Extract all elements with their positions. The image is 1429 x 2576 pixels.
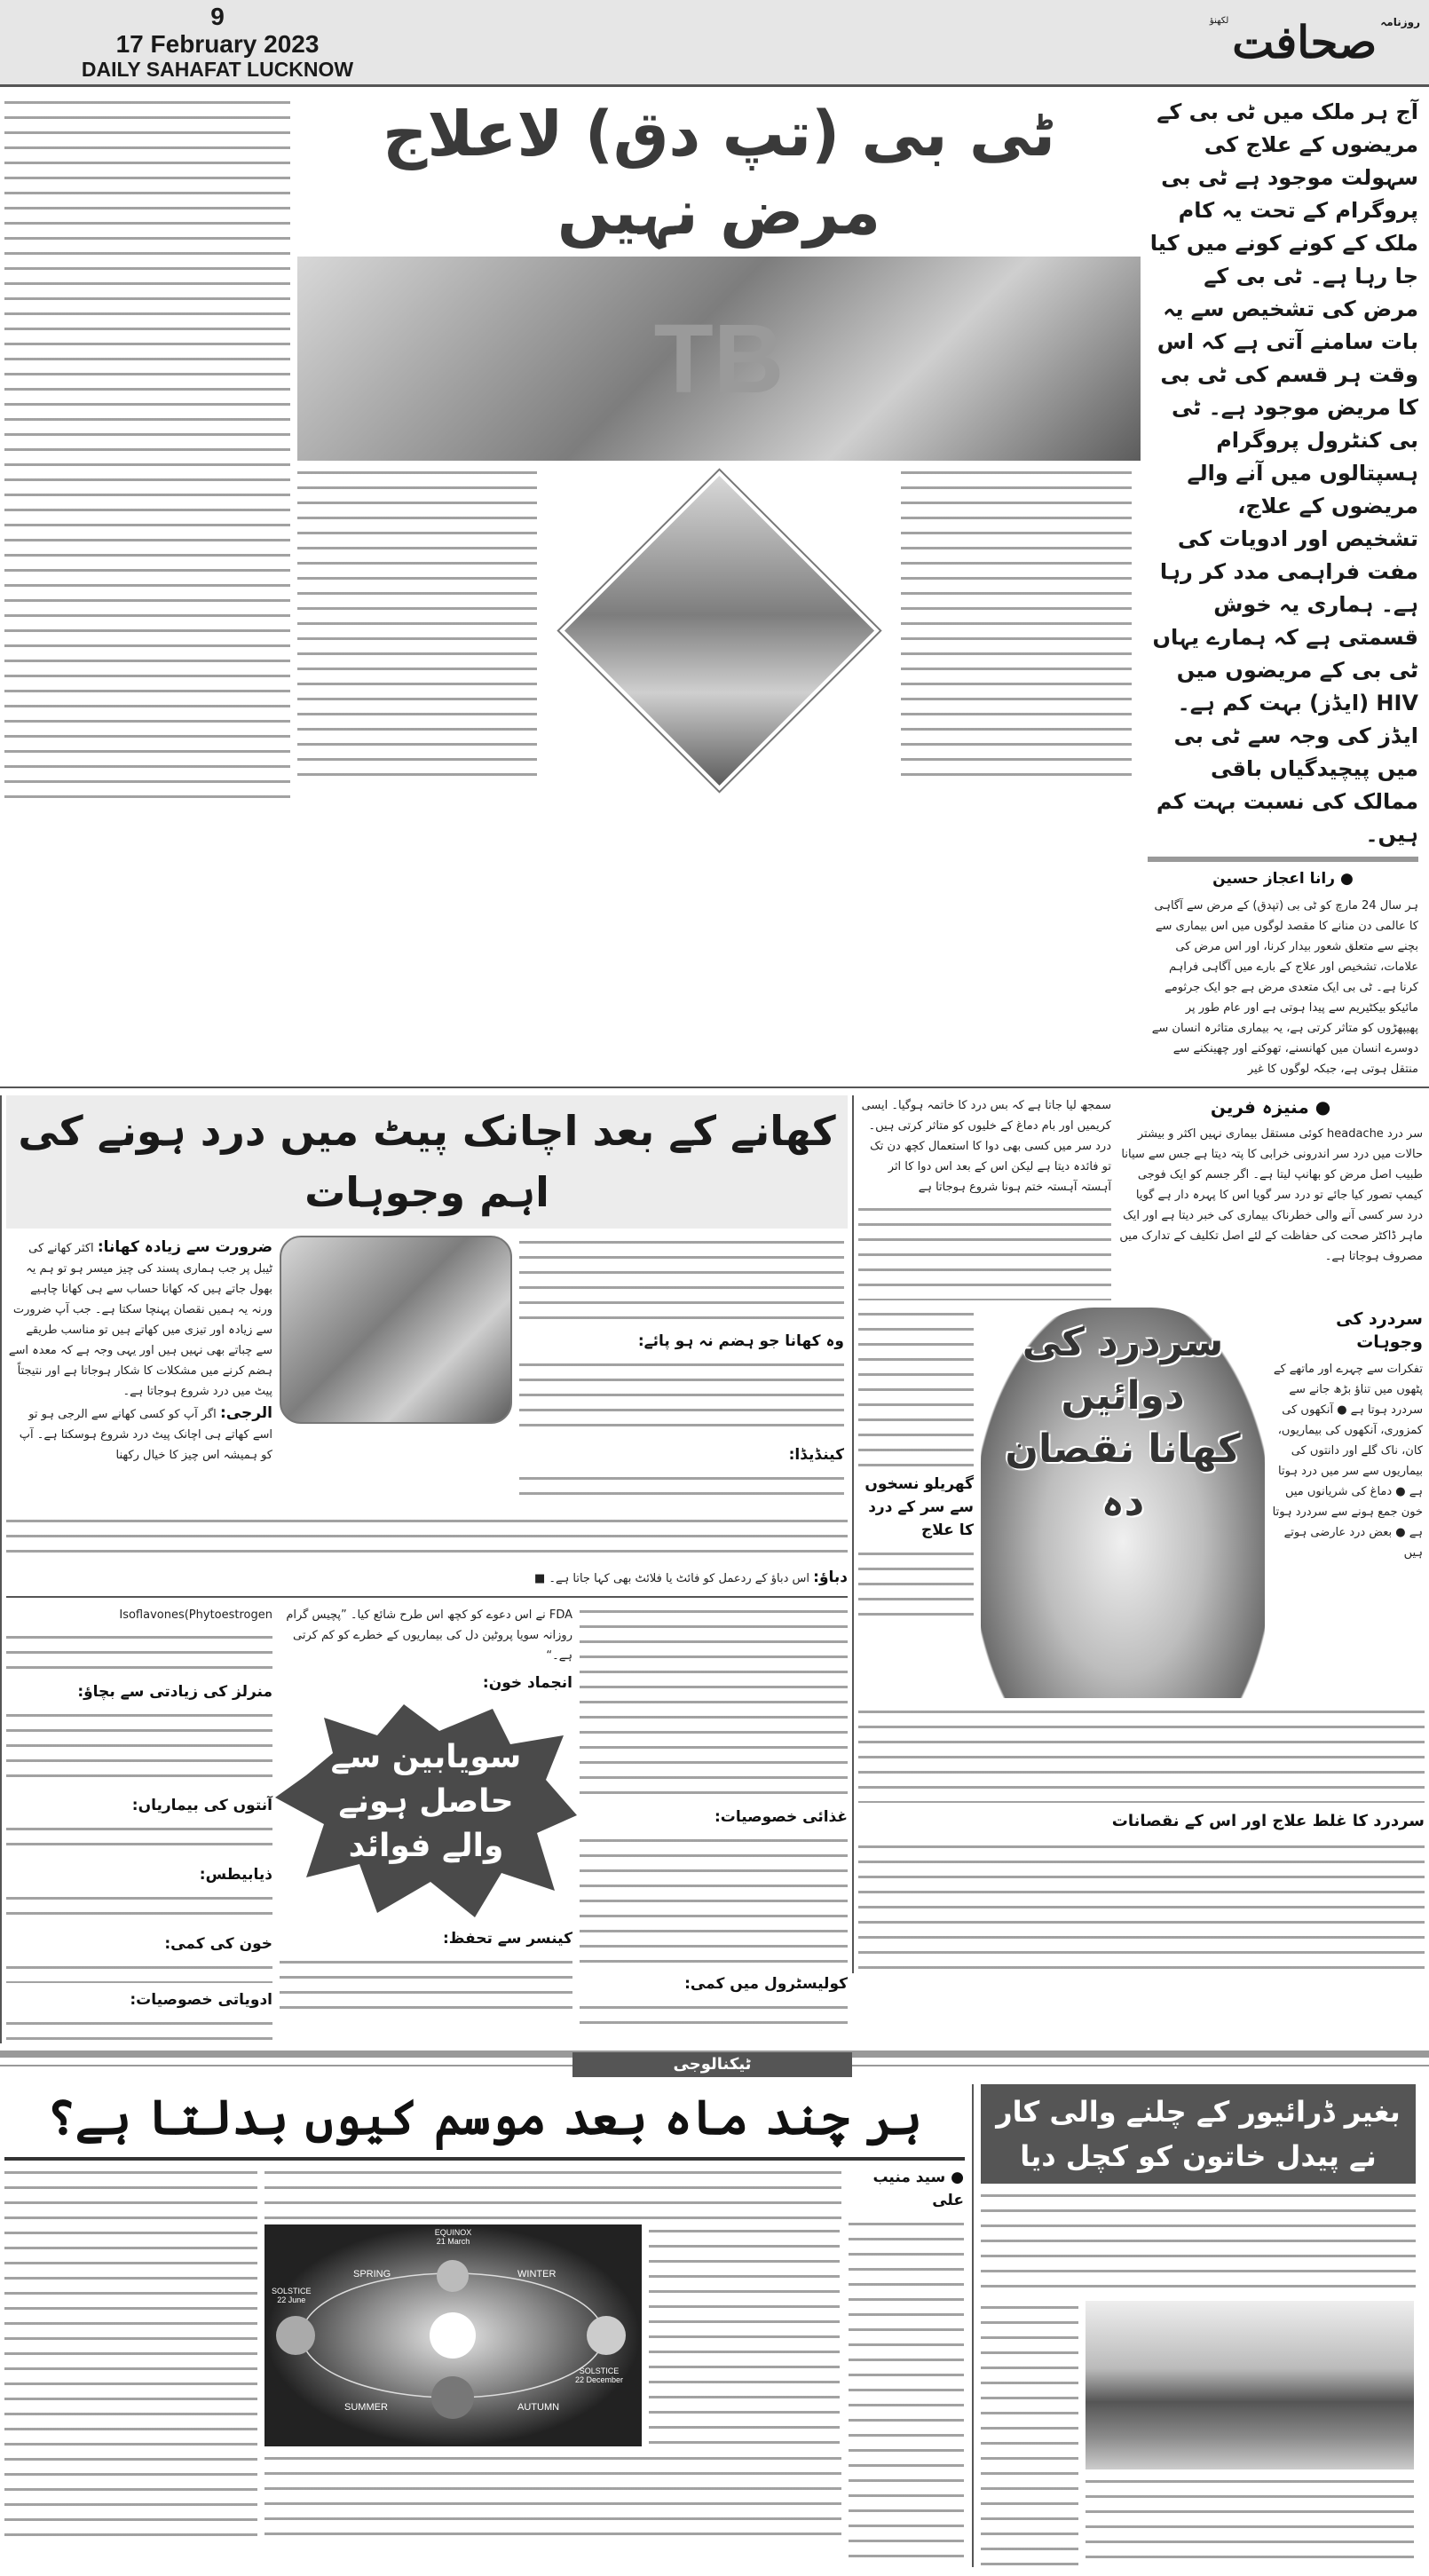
soy-article	[6, 1605, 848, 2043]
text-column	[6, 1631, 272, 1675]
earth-september	[431, 2376, 474, 2419]
text-column	[981, 2301, 1078, 2567]
tech-col-left	[4, 2166, 257, 2539]
tb-byline: ● رانا اعجاز حسین	[1212, 870, 1354, 888]
headache-left	[858, 1095, 1111, 1300]
text-column	[6, 1892, 272, 1927]
logo	[1210, 16, 1420, 69]
text-column	[901, 466, 1132, 786]
tech-col-middle	[264, 2166, 841, 2540]
technology-byline: ● سید منیب علی	[872, 2168, 964, 2209]
stomach-closing: دباؤ: اس دباؤ کے ردعمل کو فائٹ یا فلائٹ بھی کہا جاتا ہے۔ ■	[533, 1569, 848, 1586]
stomach-body	[6, 1236, 848, 1507]
text-column	[849, 2217, 964, 2564]
soy-starburst-wrap	[280, 1700, 572, 1922]
headache-right	[1118, 1095, 1423, 1267]
subhead: کولیسٹرول میں کمی:	[684, 1975, 848, 1993]
label: EQUINOX	[434, 2227, 472, 2237]
masthead-left	[27, 4, 408, 81]
car-lower	[981, 2301, 1416, 2567]
technology-article	[4, 2084, 972, 2564]
divider	[6, 1596, 848, 1598]
label: SOLSTICE	[579, 2366, 620, 2375]
left-stack	[0, 1095, 852, 2043]
stomach-section	[6, 1236, 272, 1466]
tb-lead: آج ہر ملک میں ٹی بی کے مریضوں کے علاج کی سہولت موجود ہے ٹی بی پروگرام کے تحت یہ کام ملک کے کونے کونے میں کیا جا رہا ہے۔ ٹی بی کے مرض کی تشخیص سے یہ بات سامنے آتی ہے کہ اس وقت ہر قسم کی ٹی بی کا مریض موجود ہے۔ ٹی بی کنٹرول پروگرام ہسپتالوں میں آنے والے مریضوں کے علاج، تشخیص اور ادویات کی مفت فراہمی مدد کر رہا ہے۔ ہماری یہ خوش قسمتی ہے کہ ہمارے یہاں ٹی بی کے مریضوں میں HIV (ایڈز) بہت کم ہے۔ ایڈز کی وجہ سے ٹی بی میں پیچیدگیاں باقی ممالک کی نسبت بہت کم ہیں۔	[1149, 99, 1418, 847]
text-column	[4, 96, 290, 802]
text-column	[4, 2166, 257, 2539]
divider	[4, 2157, 965, 2161]
logo-city: لکھنؤ	[1209, 15, 1229, 26]
section-label-technology: ٹیکنالوجی	[572, 2052, 852, 2077]
stomach-headline: کھانے کے بعد اچانک پیٹ میں درد ہونے کی اہم وجوہات	[6, 1095, 848, 1229]
byline-text: منیزہ فرین	[1210, 1096, 1309, 1118]
text-column	[649, 2224, 840, 2446]
tb-main	[297, 96, 1141, 794]
headache-middle	[858, 1308, 1425, 1698]
label-summer: SUMMER	[344, 2401, 388, 2413]
stomach-col	[519, 1236, 844, 1507]
label-winter: WINTER	[517, 2268, 557, 2280]
paper-name: DAILY SAHAFAT LUCKNOW	[81, 57, 354, 81]
text-column	[858, 1840, 1425, 1973]
soy-col-right	[6, 1605, 272, 2043]
headache-photo	[981, 1308, 1265, 1698]
text-column	[6, 1514, 848, 1559]
text-column	[6, 2017, 272, 2043]
date: 17 February 2023	[115, 29, 320, 58]
label-autumn: AUTUMN	[517, 2401, 560, 2413]
text-column	[580, 1834, 848, 1967]
para: اکثر کھانے کی ٹیبل پر جب ہماری پسند کی چیز میسر ہو تو ہم یہ بھول جاتے ہیں کہ کھانا حساب سے ہی کھانا چاہیے ورنہ یہ ہمیں نقصان پہنچا سکتا ہے۔ جب آپ ضرورت سے زیادہ اور تیزی میں کھاتے ہیں تو مناسب طریقے سے چباتے بھی نہیں ہیں اور یہی وجہ ہے کہ معدہ اسے ہضم کرنے میں مشکلات کا شکار ہوجاتا ہے اور نتیجتاً پیٹ میں درد شروع ہوجاتا ہے۔	[8, 1242, 272, 1398]
car-article	[972, 2084, 1416, 2567]
text-column	[297, 466, 537, 786]
tb-photo	[297, 257, 1141, 461]
text-column	[6, 1961, 272, 1983]
text-column	[280, 1956, 572, 2009]
masthead	[0, 0, 1429, 87]
subhead: کینسر سے تحفظ:	[442, 1930, 572, 1948]
logo-text: صحافت	[1232, 15, 1378, 68]
label-solstice-june	[272, 2287, 312, 2304]
headache-causes-col	[1272, 1308, 1423, 1563]
soy-col-left	[580, 1605, 848, 2036]
headline-line: سردرد کی دوائیں	[1022, 1320, 1224, 1418]
term: Isoflavones(Phytoestrogen	[119, 1608, 272, 1622]
logo-top: روزنامہ	[1380, 15, 1420, 28]
tb-lower	[297, 466, 1141, 794]
sun	[430, 2312, 476, 2359]
headache-headline	[981, 1316, 1265, 1529]
headache-byline: ● منیزہ فرین	[1210, 1096, 1331, 1118]
technology-body	[4, 2166, 965, 2564]
orbit	[264, 2224, 642, 2446]
label: 21 March	[436, 2236, 470, 2246]
subhead: کینڈیڈا:	[788, 1446, 844, 1464]
headache-top	[858, 1095, 1425, 1300]
label-spring: SPRING	[353, 2268, 391, 2280]
subhead: آنتوں کی بیماریاں:	[131, 1797, 272, 1814]
tb-headline: ٹی بی (تپ دق) لاعلاج مرض نہیں	[382, 98, 1056, 249]
earth-december	[587, 2316, 626, 2355]
text-column	[519, 1236, 844, 1324]
subhead: غذائی خصوصیات:	[714, 1808, 848, 1826]
text-column	[858, 1308, 974, 1467]
tb-intro: ہر سال 24 مارچ کو ٹی بی (تپدق) کے مرض سے آگاہی کا عالمی دن منانے کا مقصد لوگوں میں اس بیماری سے بچنے سے متعلق شعور بیدار کرنا، اور اس مرض کی علامات، تشخیص اور علاج کے بارے میں آگاہی فراہم کرنا ہے۔ ٹی بی ایک متعدی مرض ہے جو ایک جرثومے مائیکو بیکٹیریم سے پیدا ہوتی ہے اور عام طور پر پھیپھڑوں کو متاثر کرتی ہے، یہ بیماری متاثرہ انسان سے دوسرے انسان میں کھانسنے، تھوکنے اور چھینکنے سے منتقل ہوتی ہے، جبکہ لوگوں کا غیر	[1151, 899, 1418, 1076]
subhead: منرلز کی زیادتی سے بچاؤ:	[77, 1683, 272, 1701]
text-column	[264, 2166, 841, 2219]
text-column	[580, 2001, 848, 2036]
tb-image-text: TB	[653, 304, 785, 414]
label-solstice-december	[575, 2367, 623, 2384]
tech-col-right	[849, 2166, 964, 2564]
tb-diamond-wrap	[546, 466, 892, 794]
subhead-wrong-treatment: سردرد کا غلط علاج اور اس کے نقصانات	[1111, 1812, 1425, 1830]
text-column	[6, 1822, 272, 1858]
soy-middle	[280, 1605, 572, 2009]
text-column	[264, 2452, 841, 2540]
text-column	[981, 2189, 1416, 2295]
text-column	[1086, 2475, 1414, 2564]
soy-snippet: FDA نے اس دعوے کو کچھ اس طرح شائع کیا۔ ”پچیس گرام روزانہ سویا پروٹین دل کی بیماریوں کے خطرے کو کم کرتی ہے۔“	[286, 1608, 572, 1663]
byline-text: رانا اعجاز حسین	[1212, 870, 1336, 888]
para: اگر آپ کو کسی کھانے سے الرجی ہو تو اسے کھاتے ہی اچانک پیٹ درد شروع ہوسکتا ہے۔ آپ کو ہمیشہ اس چیز کا خیال رکھنا	[19, 1408, 272, 1462]
headache-causes: تفکرات سے چہرے اور ماتھے کے پٹھوں میں تناؤ بڑھ جانے سے سردرد ہوتا ہے ● آنکھوں کی کمزوری، آنکھوں کی بیماریوں، کان، ناک گلے اور دانتوں کی بیماریوں سے سر میں درد ہوتا ہے ● دماغ کی شریانوں میں خون جمع ہونے سے سردرد ہوتا ہے ● بعض درد عارضی ہوتے ہیں	[1272, 1363, 1423, 1560]
text-column	[858, 1203, 1111, 1300]
car-photo-col	[1086, 2301, 1414, 2564]
seasons-diagram	[264, 2224, 642, 2446]
text-column	[519, 1358, 844, 1438]
subhead-causes: سردرد کی وجوہات	[1336, 1309, 1423, 1352]
text-column	[858, 1705, 1425, 1803]
text-column	[580, 1605, 848, 1800]
label: SOLSTICE	[272, 2286, 312, 2295]
text-column	[6, 1709, 272, 1789]
subhead: وہ کھانا جو ہضم نہ ہو پائے:	[637, 1332, 844, 1350]
headache-home	[858, 1308, 974, 1618]
soy-headline: سویابین سے حاصل ہونے والے فوائد	[330, 1739, 522, 1864]
subhead: خون کی کمی:	[164, 1935, 272, 1953]
diagram-row	[264, 2224, 841, 2446]
tb-article	[0, 87, 1429, 1087]
stomach-photo	[280, 1236, 512, 1424]
bottom-section	[0, 2077, 1429, 2576]
subhead: ادویاتی خصوصیات:	[130, 1991, 272, 2009]
car-headline: بغیر ڈرائیور کے چلنے والی کار نے پیدل خاتون کو کچل دیا	[981, 2084, 1416, 2184]
car-photo	[1086, 2301, 1414, 2469]
middle-section	[0, 1088, 1429, 2043]
label: 22 June	[277, 2295, 306, 2304]
page-number: 9	[210, 3, 225, 31]
headache-left-col: سمجھ لیا جاتا ہے کہ بس درد کا خاتمہ ہوگیا۔ ایسی کریمیں اور بام دماغ کے خلیوں کو متاثر کرتی ہیں۔ درد سر میں کسی بھی دوا کا استعمال کچھ دن تک تو فائدہ دیتا ہے لیکن اس کے بعد اس دوا کا اثر آہستہ آہستہ ختم ہونا شروع ہوجاتا ہے	[861, 1099, 1111, 1194]
subhead: ذیابیطس:	[199, 1866, 272, 1884]
label: 22 December	[575, 2375, 624, 2384]
headline-line: کھانا نقصان دہ	[1005, 1426, 1241, 1525]
headache-article	[852, 1095, 1429, 1973]
subhead: ضرورت سے زیادہ کھانا:	[97, 1238, 272, 1256]
technology-headline: ہر چند ماہ بعد موسم کیوں بدلتا ہے؟	[47, 2089, 922, 2145]
subhead: انجماد خون:	[482, 1674, 572, 1692]
technology-band	[0, 2051, 1429, 2077]
subhead: دباؤ:	[813, 1569, 848, 1586]
earth-june	[276, 2316, 315, 2355]
para: اس دباؤ کے ردعمل کو فائٹ یا فلائٹ بھی کہا جاتا ہے۔	[549, 1572, 809, 1585]
tb-diamond-photo	[559, 470, 880, 791]
earth-march	[437, 2260, 469, 2292]
tb-right	[1148, 96, 1418, 1079]
headache-intro: سر درد headache کوئی مستقل بیماری نہیں اکثر و بیشتر حالات میں درد سر اندرونی خرابی کا پتہ دیتا ہے جس سے سیانا طبیب اصل مرض کو بھانپ لیتا ہے۔ اگر جسم کو ایک فوجی کیمپ تصور کیا جائے تو درد سر گویا اس کا پہرہ دار ہے گویا درد سر کسی آنے والی خطرناک بیماری کی خبر دیتا ہے اور ایک ماہر ڈاکٹر صحت کی حفاظت کے لئے اصل تکلیف کے تدارک میں مصروف ہوجاتا ہے۔	[1119, 1127, 1423, 1263]
byline-text: سید منیب علی	[872, 2168, 964, 2209]
subhead: الرجی:	[219, 1404, 272, 1422]
divider	[1148, 857, 1418, 862]
subhead-home-remedies: گھریلو نسخوں سے سر کے درد کا علاج	[865, 1475, 974, 1539]
text-column	[858, 1547, 974, 1618]
text-column	[519, 1472, 844, 1507]
